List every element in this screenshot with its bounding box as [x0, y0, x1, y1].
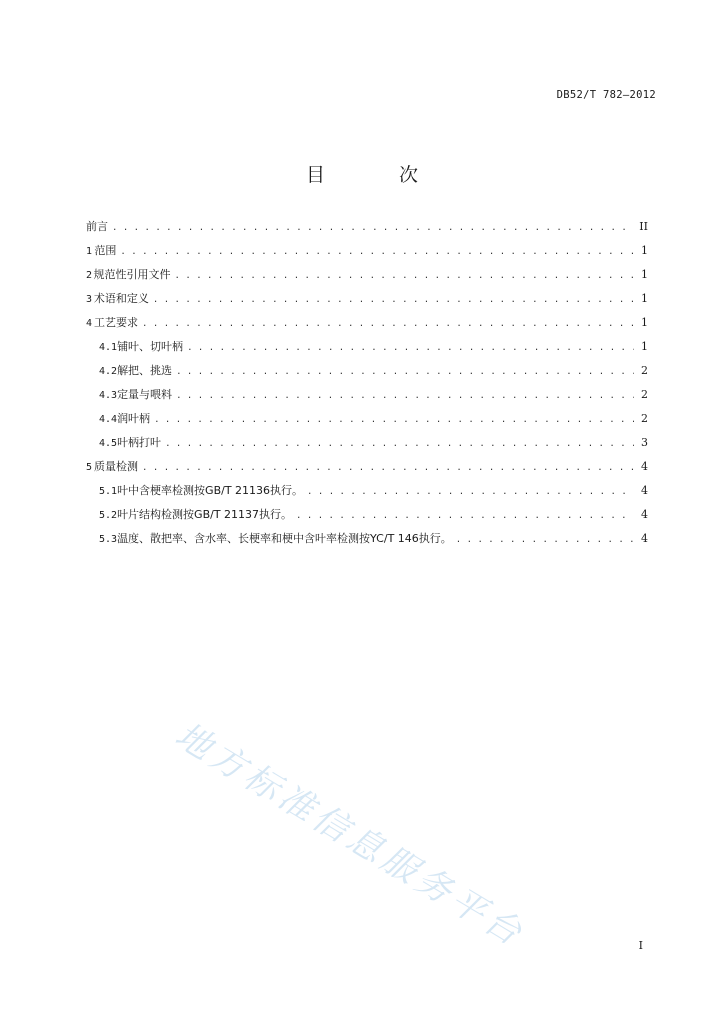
- toc-entry-number: 4.2: [99, 366, 118, 377]
- toc-entry-page: 2: [641, 364, 648, 377]
- toc-entry-label: 工艺要求: [94, 316, 139, 329]
- toc-entry[interactable]: [86, 386, 648, 410]
- toc-entry[interactable]: [86, 530, 648, 554]
- toc-entry[interactable]: [86, 506, 648, 530]
- toc-entry-label: 定量与喂料: [117, 388, 173, 401]
- dot-leader: [165, 439, 634, 449]
- toc-entry-page: 4: [641, 532, 648, 545]
- toc-entry-number: 4: [86, 318, 93, 329]
- toc-entry-label: 范围: [94, 244, 117, 257]
- toc-entry-label: 规范性引用文件: [93, 268, 171, 281]
- toc-entry-label: 润叶柄: [117, 412, 151, 425]
- watermark: 地方标准信息服务平台: [168, 715, 532, 956]
- toc-entry[interactable]: [86, 410, 648, 434]
- toc-entry[interactable]: [86, 314, 648, 338]
- toc-entry-page: 1: [641, 268, 648, 281]
- toc-entry-label: 前言: [86, 220, 108, 233]
- dot-leader: [176, 391, 634, 401]
- dot-leader: [153, 295, 634, 305]
- toc-entry[interactable]: [86, 362, 648, 386]
- dot-leader: [296, 511, 634, 521]
- toc-entry[interactable]: [86, 458, 648, 482]
- toc-entry-number: 4.3: [99, 390, 118, 401]
- toc-entry-page: 3: [641, 436, 648, 449]
- dot-leader: [154, 415, 634, 425]
- toc-entry[interactable]: [86, 290, 648, 314]
- toc-entry-number: 4.4: [99, 414, 118, 425]
- toc-entry[interactable]: [86, 266, 648, 290]
- dot-leader: [456, 535, 634, 545]
- document-code: DB52/T 782—2012: [556, 89, 656, 101]
- toc-entry[interactable]: [86, 242, 648, 266]
- toc-entry[interactable]: [86, 218, 648, 242]
- dot-leader: [307, 487, 634, 497]
- toc-entry-number: 5.1: [99, 486, 118, 497]
- dot-leader: [142, 319, 634, 329]
- toc-entry-label: 术语和定义: [93, 292, 149, 305]
- toc-entry-label: 铺叶、切叶柄: [117, 340, 184, 353]
- toc-entry-page: 2: [641, 388, 648, 401]
- toc-entry-number: 5.3: [99, 534, 118, 545]
- toc-entry-label: 解把、挑选: [117, 364, 173, 377]
- toc-entry-number: 5: [86, 462, 93, 473]
- table-of-contents: [86, 218, 648, 554]
- toc-entry-page: 4: [641, 508, 648, 521]
- toc-entry-label: 叶柄打叶: [117, 436, 162, 449]
- toc-entry-number: 5.2: [99, 510, 118, 521]
- toc-entry[interactable]: [86, 434, 648, 458]
- toc-title: 目 次: [305, 164, 453, 186]
- toc-entry-label: 质量检测: [94, 460, 139, 473]
- toc-entry-number: 4.5: [99, 438, 118, 449]
- toc-entry-page: II: [639, 220, 648, 233]
- toc-entry[interactable]: [86, 482, 648, 506]
- dot-leader: [175, 271, 634, 281]
- toc-entry-label: 叶片结构检测按GB/T 21137执行。: [117, 508, 293, 521]
- dot-leader: [112, 223, 634, 233]
- dot-leader: [187, 343, 634, 353]
- toc-entry-label: 叶中含梗率检测按GB/T 21136执行。: [117, 484, 304, 497]
- toc-entry[interactable]: [86, 338, 648, 362]
- toc-entry-number: 1: [86, 246, 93, 257]
- toc-entry-number: 2: [86, 270, 93, 281]
- toc-entry-page: 1: [641, 316, 648, 329]
- toc-entry-page: 4: [641, 484, 648, 497]
- toc-entry-page: 1: [641, 292, 648, 305]
- dot-leader: [120, 247, 634, 257]
- toc-entry-page: 2: [641, 412, 648, 425]
- dot-leader: [142, 463, 634, 473]
- toc-entry-page: 1: [641, 244, 648, 257]
- toc-entry-page: 4: [641, 460, 648, 473]
- page-number: I: [638, 939, 643, 952]
- toc-entry-page: 1: [641, 340, 648, 353]
- toc-entry-label: 温度、散把率、含水率、长梗率和梗中含叶率检测按YC/T 146执行。: [117, 532, 452, 545]
- toc-entry-number: 4.1: [99, 342, 118, 353]
- dot-leader: [176, 367, 634, 377]
- toc-entry-number: 3: [86, 294, 93, 305]
